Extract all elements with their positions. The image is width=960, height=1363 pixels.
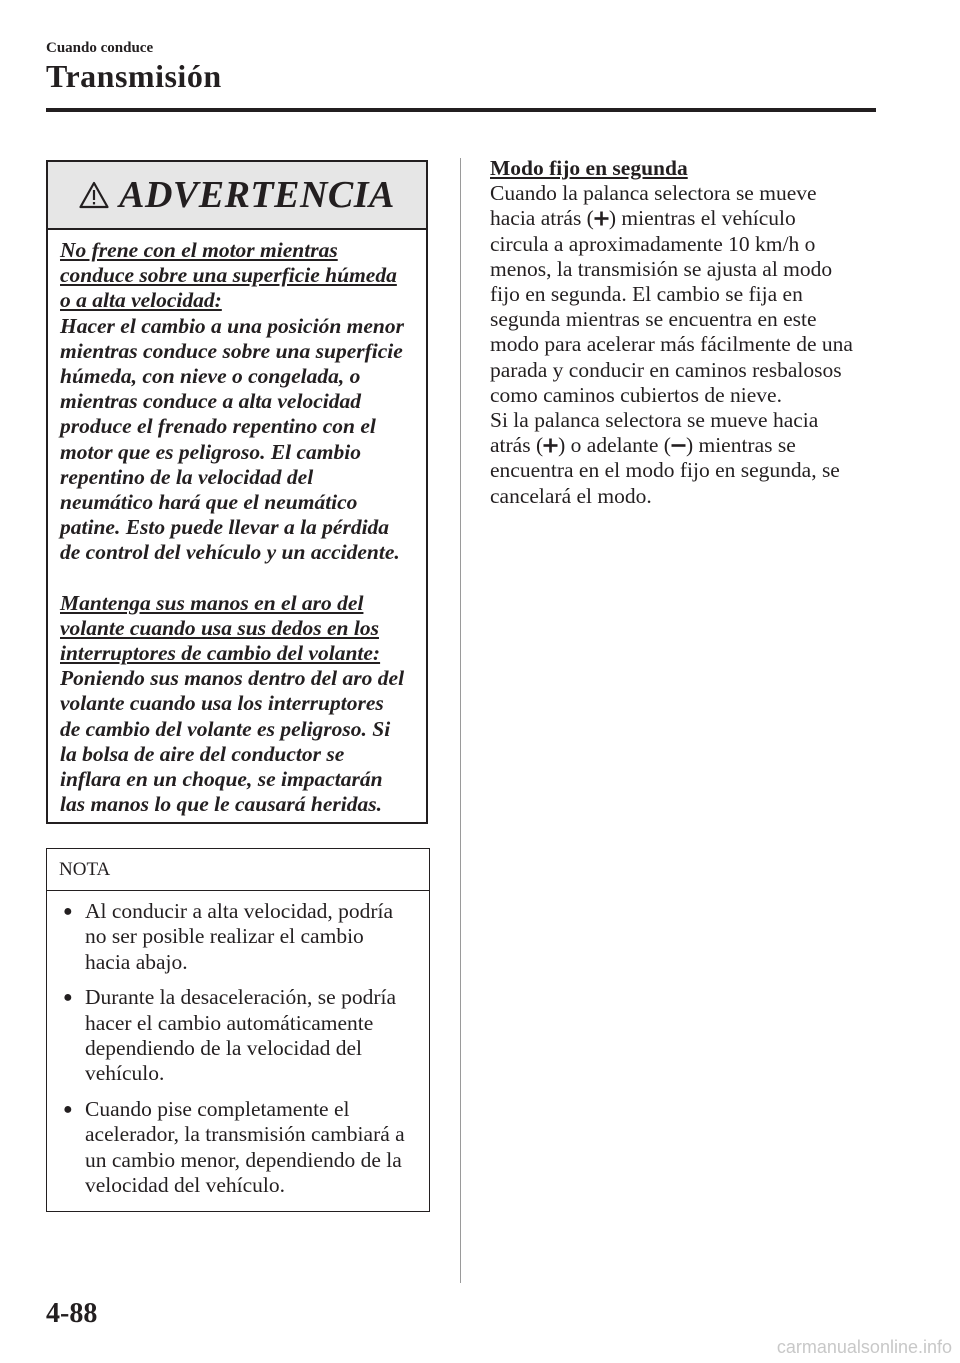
list-item: ● Cuando pise completamente el acelerador, la transmisión cambiará a un cambio menor, dependiendo de la velocidad del vehículo. <box>63 1096 405 1198</box>
column-divider <box>460 158 461 1283</box>
warning-item-1-body: Hacer el cambio a una posición menor mientras conduce sobre una superficie húmeda, con nieve o congelada, o mientras conduce a alta velocidad produce el frenado repentino con el motor que es peligroso. El cambio repentino de la velocidad del neumático hará que el neumático patine. Esto puede llevar a la pérdida de control del vehículo y un accidente. <box>60 313 404 565</box>
warning-triangle-icon <box>79 181 109 209</box>
list-item: ● Durante la desaceleración, se podría hacer el cambio automáticamente dependiendo de la velocidad del vehículo. <box>63 985 396 1086</box>
warning-item-2-heading: Mantenga sus manos en el aro del volante cuando usa sus dedos en los interruptores de cambio del volante: <box>60 590 381 666</box>
warning-title: ADVERTENCIA <box>119 174 395 216</box>
bullet-icon: ● <box>63 903 73 920</box>
page-title: Transmisión <box>46 58 222 94</box>
warning-box <box>46 160 428 824</box>
right-column <box>490 156 878 509</box>
warning-item-1-heading: No frene con el motor mientras conduce sobre una superficie húmeda o a alta velocidad: <box>60 238 397 313</box>
minus-icon <box>671 438 686 453</box>
section-label: Cuando conduce <box>46 40 154 56</box>
note-list <box>47 891 429 1198</box>
section-heading: Modo fijo en segunda <box>490 156 688 180</box>
plus-icon <box>543 438 558 453</box>
list-item: ● Al conducir a alta velocidad, podría no ser posible realizar el cambio hacia abajo. <box>63 899 394 974</box>
page-number: 4-88 <box>46 1298 98 1329</box>
note-header: NOTA <box>47 849 429 891</box>
bullet-icon: ● <box>63 1100 73 1118</box>
warning-header <box>48 162 426 230</box>
bullet-icon: ● <box>63 989 73 1007</box>
paragraph-2: Si la palanca selectora se mueve hacia atrás ( ) o adelante ( ) mientras se encuentra en el modo fijo en segunda, se cancelará el modo. <box>490 408 840 508</box>
paragraph-1: Cuando la palanca selectora se mueve hacia atrás ( ) mientras el vehículo circula a aproximadamente 10 km/h o menos, la transmisión se ajusta al modo fijo en segunda. El cambio se fija en segunda mientras se encuentra en este modo para acelerar más fácilmente de una parada y conducir en caminos resbalosos como caminos cubiertos de nieve. <box>490 181 853 407</box>
warning-item-2-body: Poniendo sus manos dentro del aro del volante cuando usa los interruptores de cambio del volante es peligroso. Si la bolsa de aire del conductor se inflara en un choque, se impactarán las manos lo que le causará heridas. <box>60 666 405 817</box>
warning-body <box>48 230 426 817</box>
note-box <box>46 848 430 1212</box>
watermark: carmanualsonline.info <box>776 1337 952 1357</box>
plus-icon <box>594 211 609 226</box>
title-rule <box>46 108 876 112</box>
